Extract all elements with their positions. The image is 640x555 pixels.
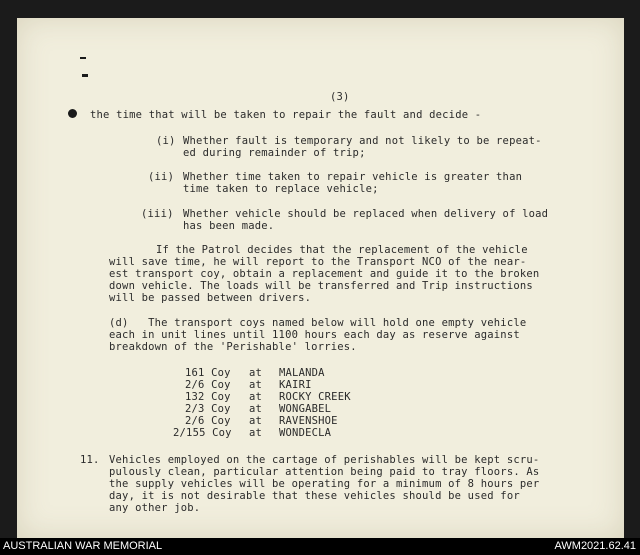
coy-name: 2/6 Coy: [185, 415, 231, 427]
item-number: (i): [156, 135, 176, 147]
item-text: ed during remainder of trip;: [183, 147, 366, 159]
paragraph-line: down vehicle. The loads will be transferred and Trip instructions: [109, 280, 533, 292]
item-text: Whether vehicle should be replaced when delivery of load: [183, 208, 549, 220]
coy-at: at: [249, 367, 263, 379]
paragraph-line: If the Patrol decides that the replacement of the vehicle: [156, 244, 528, 256]
coy-place: MALANDA: [279, 367, 325, 379]
paragraph-line: will be passed between drivers.: [109, 292, 312, 304]
paragraph-line: the supply vehicles will be operating for a minimum of 8 hours per: [109, 478, 540, 490]
paragraph-line: day, it is not desirable that these vehicles should be used for: [109, 490, 520, 502]
coy-name: 2/155 Coy: [173, 427, 232, 439]
page-number: (3): [330, 91, 350, 103]
footer-source-label: AUSTRALIAN WAR MEMORIAL: [3, 540, 163, 552]
coy-name: 2/3 Coy: [185, 403, 231, 415]
coy-at: at: [249, 403, 263, 415]
document-page: [17, 18, 624, 538]
coy-at: at: [249, 427, 263, 439]
coy-name: 2/6 Coy: [185, 379, 231, 391]
item-text: Whether fault is temporary and not likely to be repeat-: [183, 135, 542, 147]
footer-bar: [0, 538, 640, 555]
coy-place: WONGABEL: [279, 403, 332, 415]
item-text: Whether time taken to repair vehicle is greater than: [183, 171, 523, 183]
coy-at: at: [249, 379, 263, 391]
paragraph-line: breakdown of the 'Perishable' lorries.: [109, 341, 357, 353]
paragraph-line: est transport coy, obtain a replacement and guide it to the broken: [109, 268, 540, 280]
punch-mark: [80, 57, 86, 59]
paragraph-number: 11.: [80, 454, 100, 466]
paragraph-line: will save time, he will report to the Transport NCO of the near-: [109, 256, 527, 268]
paragraph-line: any other job.: [109, 502, 201, 514]
intro-line: the time that will be taken to repair the fault and decide -: [90, 109, 482, 121]
coy-place: WONDECLA: [279, 427, 332, 439]
item-number: (ii): [148, 171, 175, 183]
item-text: has been made.: [183, 220, 275, 232]
punch-mark: [82, 74, 88, 77]
coy-at: at: [249, 391, 263, 403]
punch-mark: [68, 109, 77, 118]
paragraph-line: each in unit lines until 1100 hours each day as reserve against: [109, 329, 520, 341]
paragraph-line: Vehicles employed on the cartage of perishables will be kept scru-: [109, 454, 540, 466]
item-number: (iii): [141, 208, 174, 220]
paragraph-line: (d) The transport coys named below will hold one empty vehicle: [109, 317, 527, 329]
coy-place: ROCKY CREEK: [279, 391, 351, 403]
coy-place: RAVENSHOE: [279, 415, 338, 427]
paragraph-line: pulously clean, particular attention being paid to tray floors. As: [109, 466, 540, 478]
footer-accession-number: AWM2021.62.41: [554, 540, 636, 552]
item-text: time taken to replace vehicle;: [183, 183, 379, 195]
coy-at: at: [249, 415, 263, 427]
coy-place: KAIRI: [279, 379, 312, 391]
coy-name: 161 Coy: [185, 367, 231, 379]
coy-name: 132 Coy: [185, 391, 231, 403]
